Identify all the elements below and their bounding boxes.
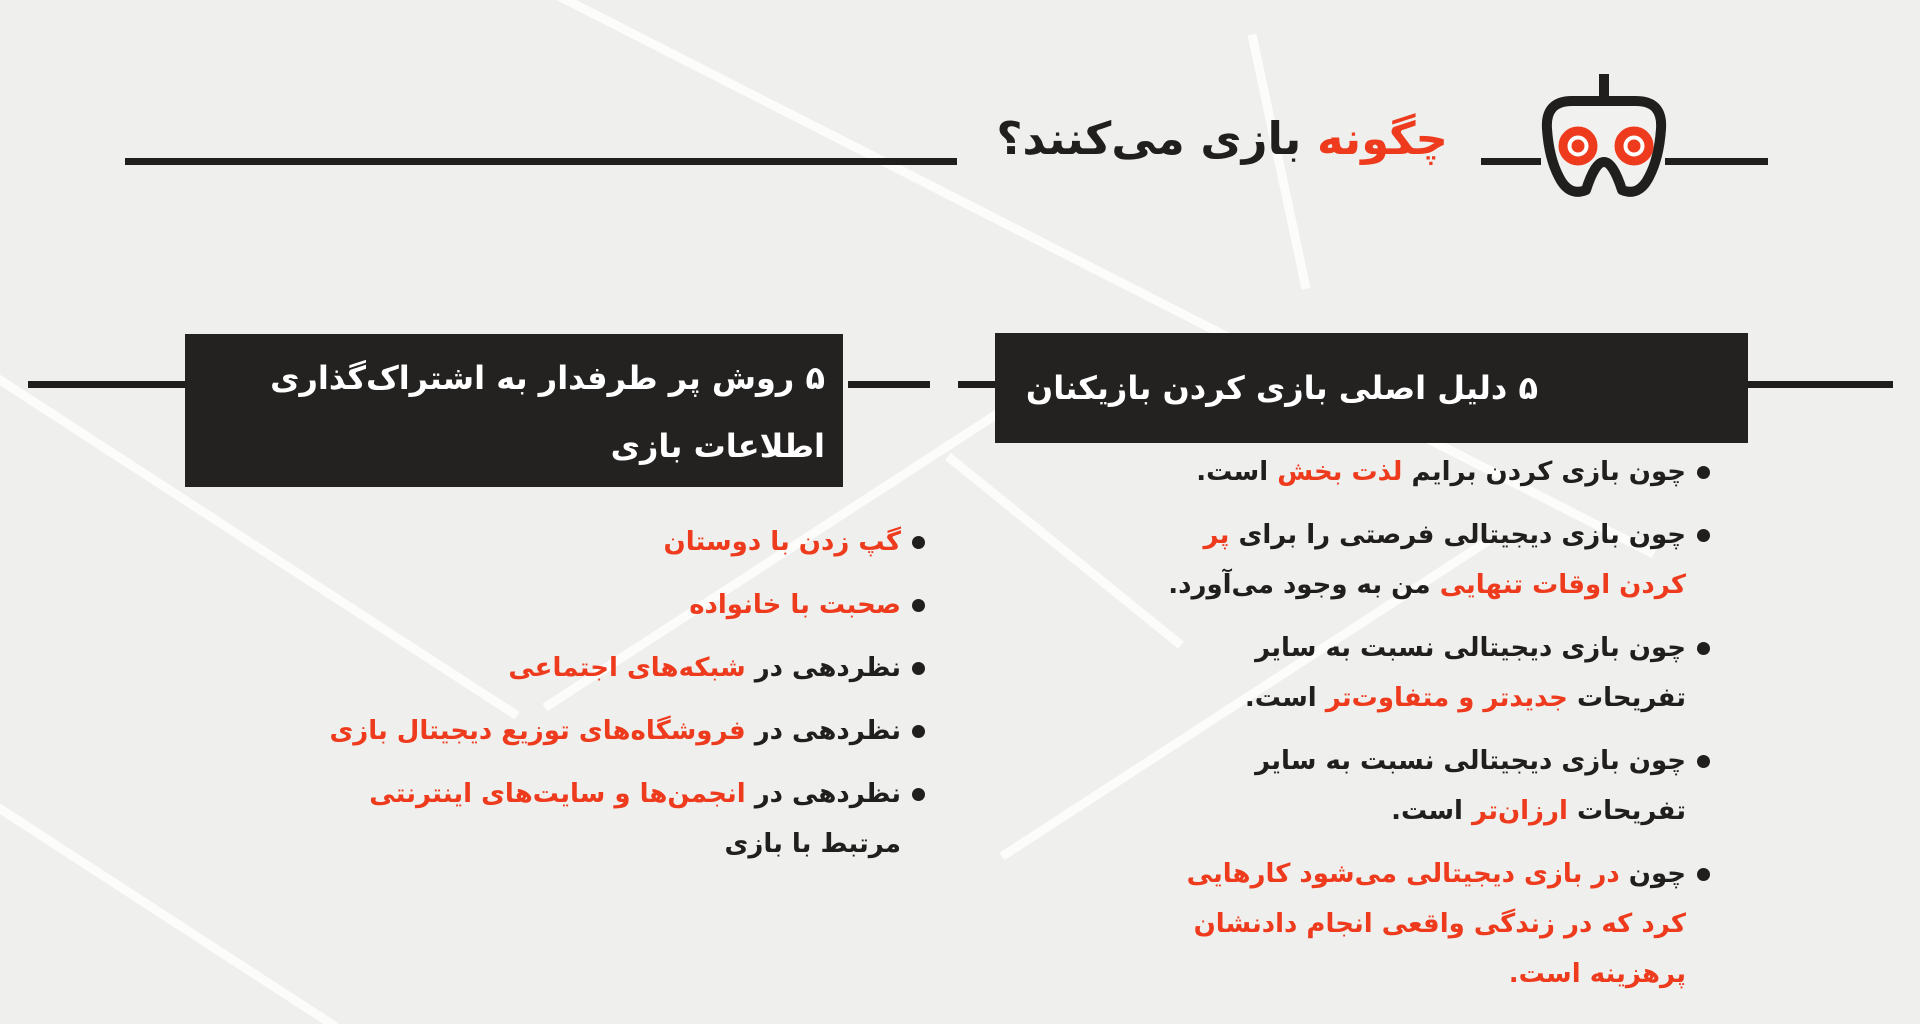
list-item — [280, 643, 925, 693]
bullet-dot-icon — [912, 788, 925, 801]
diagonal-stripe — [945, 453, 1184, 649]
section-rule-center-b — [958, 381, 995, 388]
text-segment: چون بازی دیجیتالی نسبت به سایر تفریحات — [1255, 746, 1686, 826]
bullet-dot-icon — [912, 599, 925, 612]
text-segment: مرتبط با بازی — [724, 829, 901, 859]
bullet-dot-icon — [1697, 466, 1710, 479]
list-item — [1160, 736, 1710, 836]
list-item — [1160, 510, 1710, 610]
section-rule-center-a — [848, 381, 930, 388]
text-segment: است. — [1244, 683, 1326, 713]
list-item-text — [329, 706, 901, 756]
title-rule-dash — [1481, 158, 1541, 165]
list-item-text — [664, 517, 901, 567]
text-segment: چون — [1619, 859, 1686, 889]
text-segment: صحبت با خانواده — [689, 590, 901, 620]
list-item-text — [689, 580, 901, 630]
list-item — [280, 706, 925, 756]
text-segment: چون بازی کردن برایم — [1402, 457, 1686, 487]
bullet-dot-icon — [1697, 529, 1710, 542]
text-segment: فروشگاه‌های توزیع دیجیتال بازی — [329, 716, 746, 746]
bullet-dot-icon — [912, 725, 925, 738]
text-segment: چون بازی دیجیتالی نسبت به سایر تفریحات — [1255, 633, 1686, 713]
bullet-dot-icon — [912, 536, 925, 549]
text-segment: ارزان‌تر — [1472, 796, 1568, 826]
bullet-dot-icon — [1697, 755, 1710, 768]
list-item — [1160, 623, 1710, 723]
text-segment: گپ زدن با دوستان — [663, 527, 901, 557]
text-segment: انجمن‌ها و سایت‌های اینترنتی — [369, 779, 746, 809]
text-segment: چون بازی دیجیتالی فرصتی را برای — [1229, 520, 1686, 550]
text-segment: است. — [1391, 796, 1473, 826]
text-segment: لذت بخش — [1277, 457, 1403, 487]
gamepad-icon — [1539, 72, 1669, 212]
list-item — [280, 580, 925, 630]
text-segment: نظردهی در — [745, 716, 901, 746]
sharing-list — [280, 517, 925, 882]
list-item-text — [508, 643, 901, 693]
section-heading-sharing — [185, 334, 843, 487]
text-segment: نظردهی در — [745, 653, 901, 683]
list-item-text — [1160, 510, 1686, 610]
section-rule-left — [28, 381, 185, 388]
text-segment: من به وجود می‌آورد. — [1168, 570, 1440, 600]
list-item-text — [1160, 623, 1686, 723]
page-title — [996, 112, 1448, 165]
list-item — [1160, 447, 1710, 497]
heading-line: ۵ دلیل اصلی بازی کردن بازیکنان — [1025, 369, 1538, 407]
heading-line: اطلاعات بازی — [610, 427, 825, 465]
list-item-text — [1160, 736, 1686, 836]
list-item — [280, 517, 925, 567]
page-title-rest: بازی می‌کنند؟ — [996, 112, 1317, 165]
bullet-dot-icon — [912, 662, 925, 675]
title-rule-left — [125, 158, 957, 165]
reasons-list — [1160, 447, 1710, 1012]
text-segment: جدیدتر و متفاوت‌تر — [1325, 683, 1568, 713]
section-rule-right — [1748, 381, 1893, 388]
text-segment: نظردهی در — [745, 779, 901, 809]
bullet-dot-icon — [1697, 642, 1710, 655]
heading-line: ۵ روش پر طرفدار به اشتراک‌گذاری — [270, 359, 825, 397]
list-item — [1160, 849, 1710, 999]
list-item-text — [280, 769, 901, 869]
list-item — [280, 769, 925, 869]
text-segment: شبکه‌های اجتماعی — [508, 653, 746, 683]
section-heading-reasons — [995, 333, 1748, 443]
list-item-text — [1196, 447, 1686, 497]
text-segment: است. — [1196, 457, 1278, 487]
page-title-highlight: چگونه — [1316, 112, 1448, 165]
text-segment: در بازی دیجیتالی می‌شود کارهایی کرد که در زندگی واقعی انجام دادنشان پرهزینه است. — [1186, 859, 1686, 989]
list-item-text — [1160, 849, 1686, 999]
bullet-dot-icon — [1697, 868, 1710, 881]
title-rule-right — [1665, 158, 1768, 165]
text-segment: پر کردن اوقات تنهایی — [1203, 520, 1686, 600]
